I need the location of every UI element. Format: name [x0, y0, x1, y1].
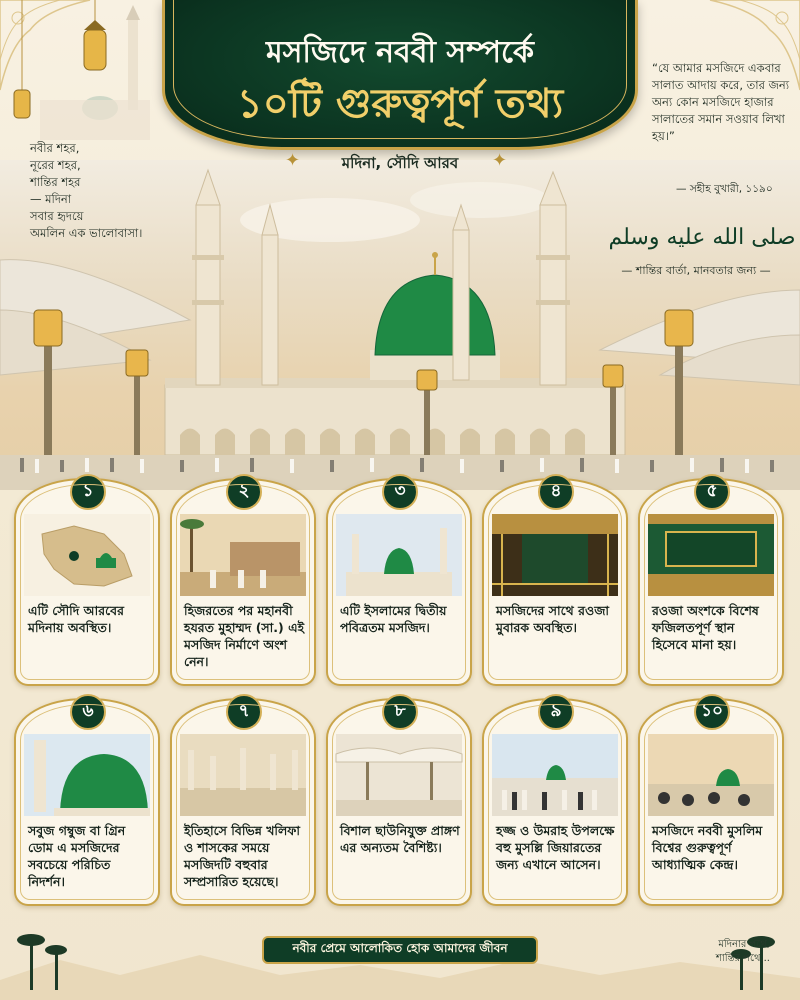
fact-number-badge: ৩	[382, 474, 418, 510]
calligraphy-text: صلى الله عليه وسلم	[608, 225, 796, 250]
fact-number-badge: ১	[70, 474, 106, 510]
fact-text: ইতিহাসে বিভিন্ন খলিফা ও শাসকের সময়ে মসজিদটি বহুবার সম্প্রসারিত হয়েছে।	[184, 823, 301, 889]
poem-line: — মদিনা	[30, 192, 72, 206]
arabic-calligraphy	[608, 210, 796, 260]
poem-block	[30, 140, 180, 242]
saudi-map-image	[24, 514, 150, 596]
fact-text: মসজিদে নববী মুসলিম বিশ্বের গুরুত্বপূর্ণ আধ্যাত্মিক কেন্দ্র।	[652, 823, 763, 872]
fact-card	[170, 698, 316, 906]
fact-number-badge: ৫	[694, 474, 730, 510]
fact-card	[14, 478, 160, 686]
fact-card	[482, 698, 628, 906]
fact-card	[482, 478, 628, 686]
green-dome-image	[24, 734, 150, 816]
rawdah-interior-image	[648, 514, 774, 596]
fact-number-badge: ৪	[538, 474, 574, 510]
title-banner	[162, 0, 638, 150]
poem-line: অমলিন এক ভালোবাসা।	[30, 226, 143, 240]
fact-number-badge: ৭	[226, 694, 262, 730]
ornament-right-icon: ✦	[492, 150, 508, 171]
hadith-quote: “যে আমার মসজিদে একবার সালাত আদায় করে, তার জন্য অন্য কোন মসজিদে হাজার সালাতের সমান সওয়াব লিখা হয়।”	[652, 61, 790, 143]
fact-text: বিশাল ছাউনিযুক্ত প্রাঙ্গণ এর অন্যতম বৈশিষ্ট্য।	[340, 823, 460, 855]
fact-text: হিজরতের পর মহানবী হযরত মুহাম্মদ (সা.) এই মসজিদ নির্মাণে অংশ নেন।	[184, 603, 305, 669]
title-line-1: মসজিদে নববী সম্পর্কে	[265, 35, 535, 70]
footer-note	[680, 938, 770, 966]
location-label: মদিনা, সৌদি আরব	[341, 154, 459, 172]
pilgrims-image	[492, 734, 618, 816]
fact-card	[170, 478, 316, 686]
rawdah-gate-image	[492, 514, 618, 596]
spiritual-center-image	[648, 734, 774, 816]
fact-text: হজ্জ ও উমরাহ উপলক্ষে বহু মুসল্লি জিয়ারতের জন্য এখানে আসেন।	[496, 823, 615, 872]
lanterns-and-minaret-decor	[0, 0, 160, 140]
fact-number-badge: ৯	[538, 694, 574, 730]
fact-card	[326, 478, 472, 686]
ornament-left-icon: ✦	[285, 150, 301, 171]
fact-card	[638, 698, 784, 906]
fact-text: সবুজ গম্বুজ বা গ্রিন ডোম এ মসজিদের সবচেয়ে পরিচিত নিদর্শন।	[28, 823, 126, 889]
fact-card	[14, 698, 160, 906]
expansion-image	[180, 734, 306, 816]
footer-note-line: মদিনার পথে,	[718, 939, 770, 950]
fact-text: এটি সৌদি আরবের মদিনায় অবস্থিত।	[28, 603, 124, 635]
umbrellas-image	[336, 734, 462, 816]
historic-construction-image	[180, 514, 306, 596]
title-line-2: ১০টি গুরুত্বপূর্ণ তথ্য	[236, 81, 564, 127]
poem-line: নবীর শহর,	[30, 141, 80, 155]
fact-number-badge: ১০	[694, 694, 730, 730]
footer-banner: নবীর প্রেমে আলোকিত হোক আমাদের জীবন	[262, 936, 538, 964]
fact-card	[326, 698, 472, 906]
fact-number-badge: ২	[226, 474, 262, 510]
fact-text: মসজিদের সাথে রওজা মুবারক অবস্থিত।	[496, 603, 610, 635]
fact-card	[638, 478, 784, 686]
poem-line: সবার হৃদয়ে	[30, 209, 84, 223]
footer-note-line: শান্তির পথে...	[715, 953, 770, 964]
hadith-source: — সহীহ বুখারী, ১১৯০	[676, 183, 773, 195]
mosque-view-image	[336, 514, 462, 596]
fact-number-badge: ৮	[382, 694, 418, 730]
poem-line: শান্তির শহর	[30, 175, 81, 189]
fact-text: এটি ইসলামের দ্বিতীয় পবিত্রতম মসজিদ।	[340, 603, 447, 635]
fact-text: রওজা অংশকে বিশেষ ফজিলতপূর্ণ স্থান হিসেবে মানা হয়।	[652, 603, 759, 652]
peace-tagline: — শান্তির বার্তা, মানবতার জন্য —	[621, 264, 771, 277]
fact-number-badge: ৬	[70, 694, 106, 730]
poem-line: নূরের শহর,	[30, 158, 81, 172]
